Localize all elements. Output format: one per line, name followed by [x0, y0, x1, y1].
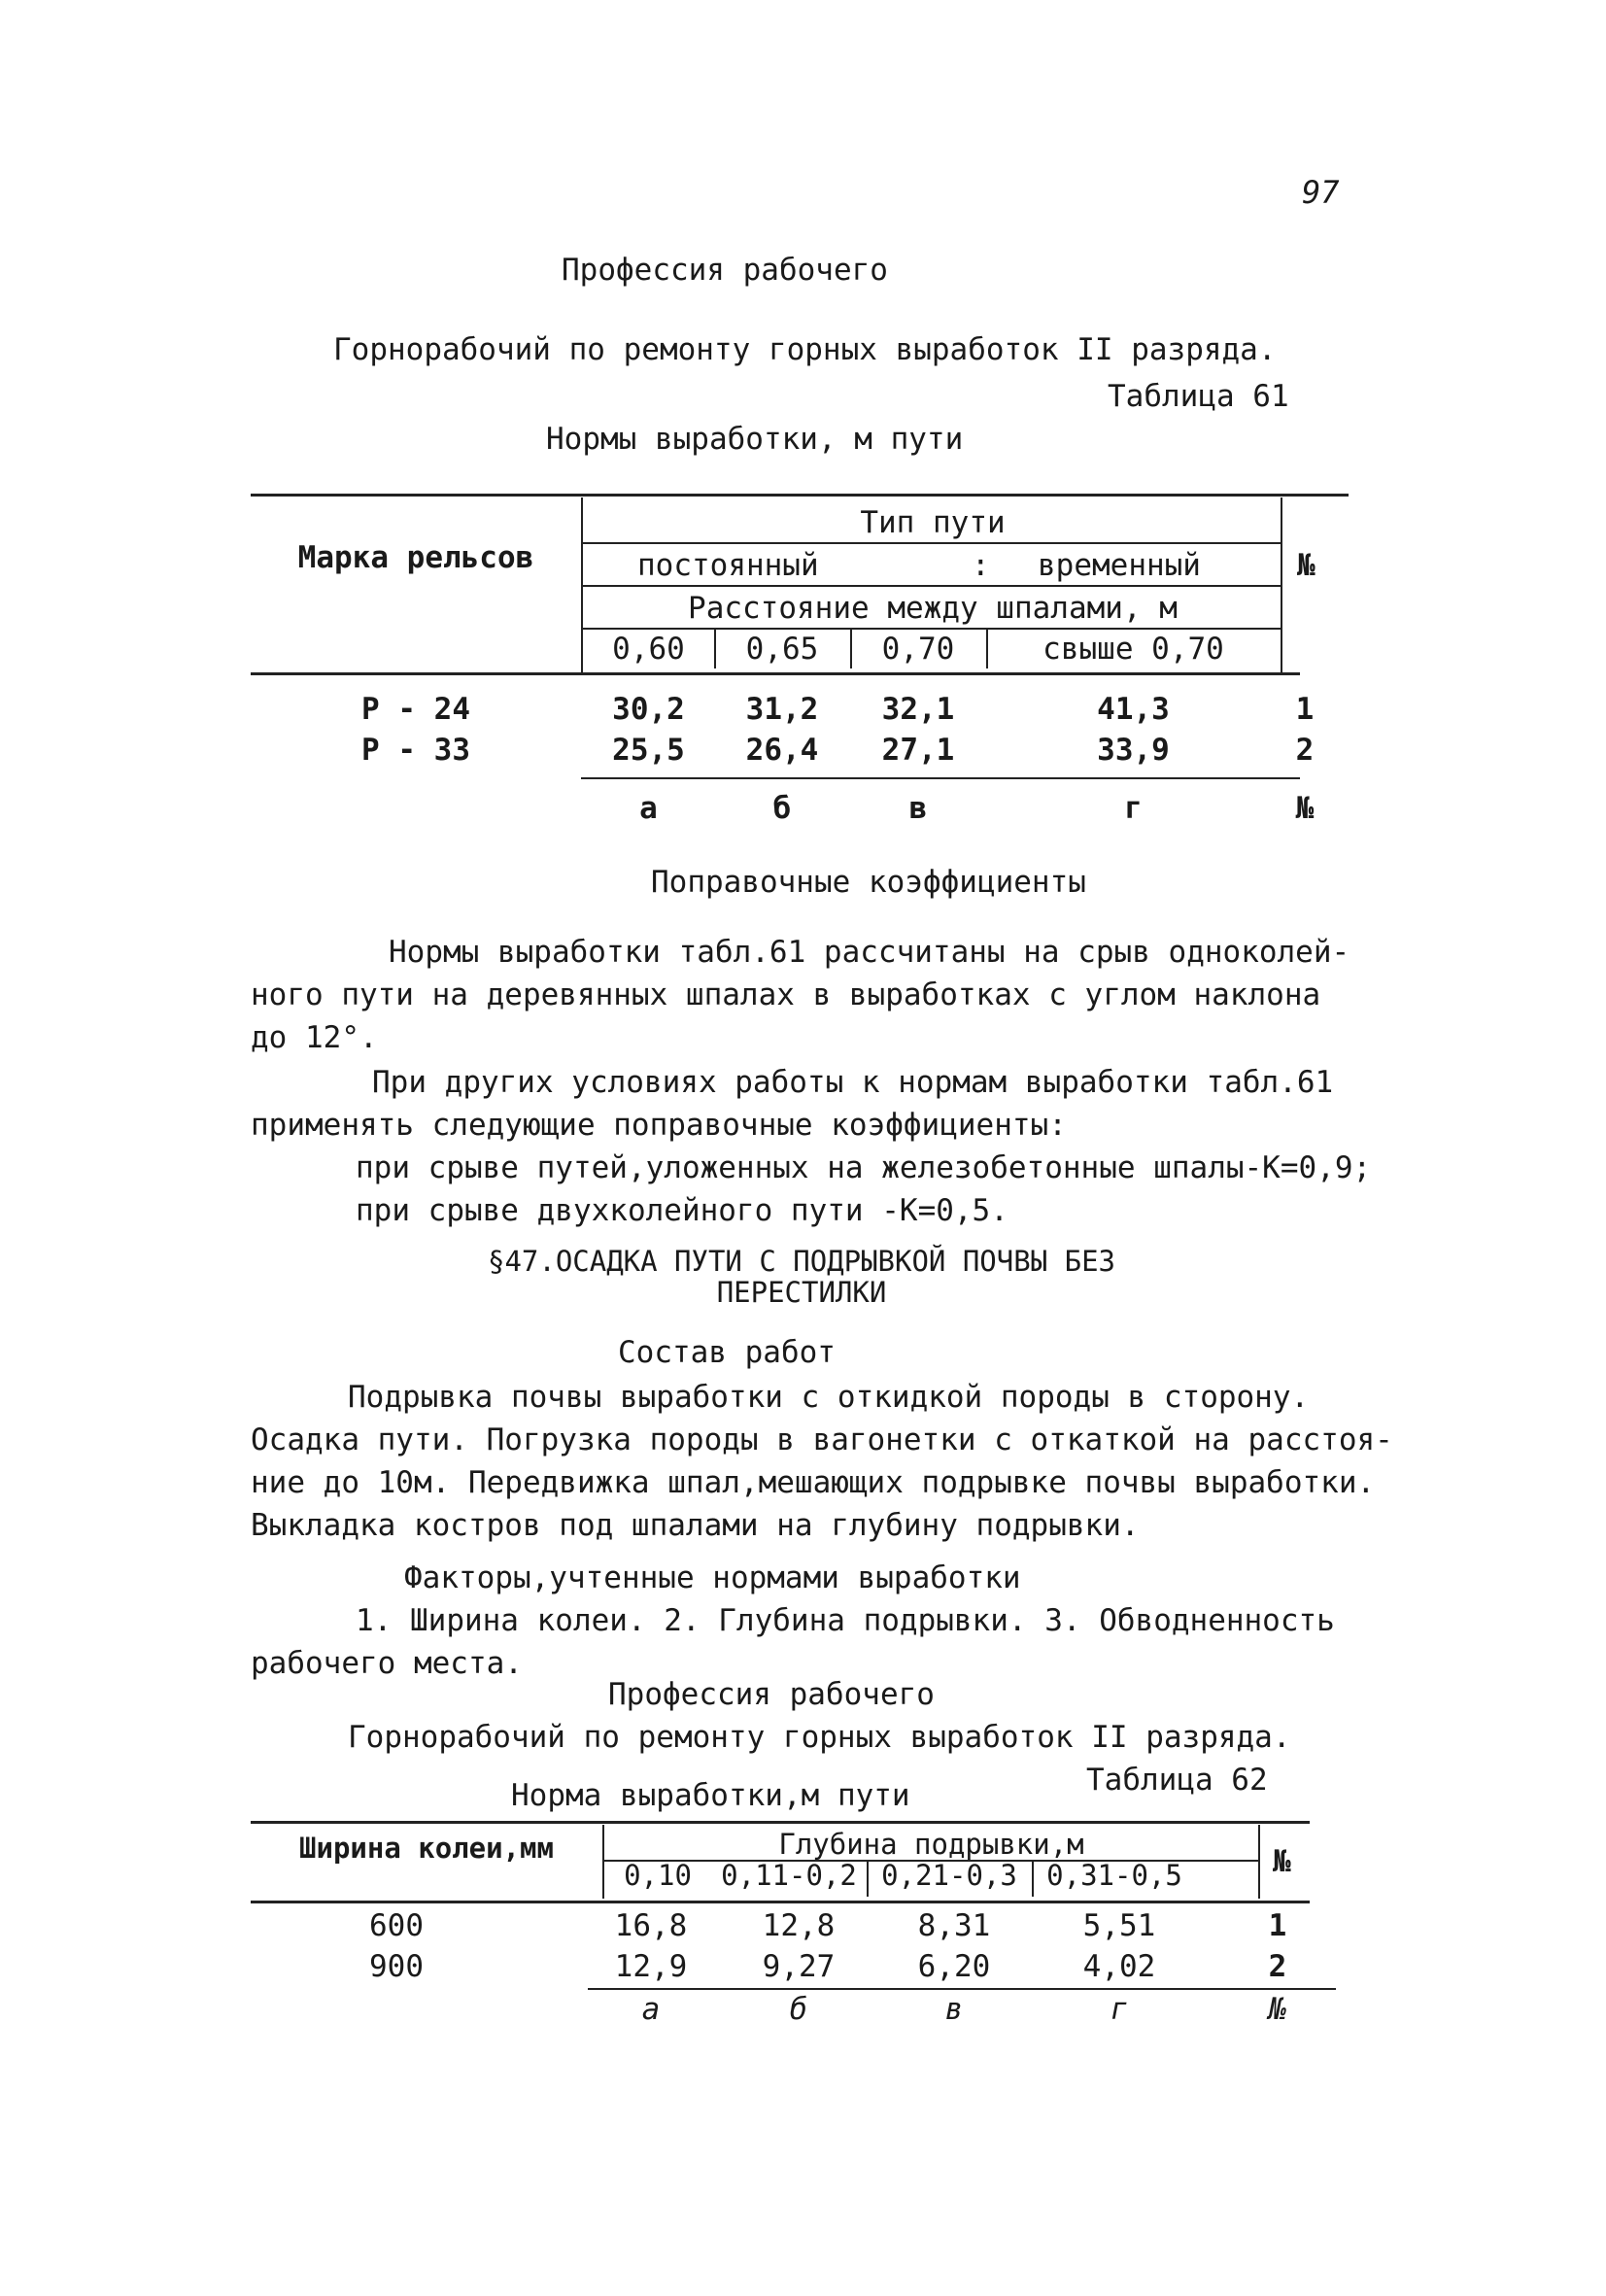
- no-header-2: №: [1273, 1844, 1291, 1879]
- footer-label: №: [1268, 1992, 1287, 2027]
- row-number: 2: [1268, 1949, 1287, 1984]
- factors-heading: Факторы,учтенные нормами выработки: [404, 1560, 1021, 1595]
- corrections-p2-line4: при срыве двухколейного пути -К=0,5.: [356, 1193, 1008, 1228]
- value-cell: 8,31: [917, 1908, 991, 1943]
- footer-label: г: [1110, 1992, 1129, 2027]
- type-header: Тип пути: [860, 505, 1006, 540]
- value-cell: 25,5: [612, 733, 685, 768]
- separator: :: [972, 548, 990, 583]
- subcol-1: 0,60: [612, 632, 685, 667]
- factors-line1: 1. Ширина колеи. 2. Глубина подрывки. 3. Обводненность: [356, 1603, 1335, 1638]
- section-title-line1: §47.ОСАДКА ПУТИ С ПОДРЫВКОЙ ПОЧВЫ БЕЗ: [487, 1245, 1115, 1278]
- value-cell: 5,51: [1082, 1908, 1156, 1943]
- subcol-3: 0,21-0,3: [881, 1859, 1017, 1892]
- value-cell: 16,8: [614, 1908, 688, 1943]
- corrections-p2-line1: При других условиях работы к нормам выработки табл.61: [372, 1065, 1334, 1100]
- composition-line4: Выкладка костров под шпалами на глубину подрывки.: [251, 1508, 1140, 1543]
- corrections-p1-line3: до 12°.: [251, 1020, 378, 1055]
- value-cell: 12,9: [614, 1949, 688, 1984]
- value-cell: 12,8: [762, 1908, 836, 1943]
- value-cell: 9,27: [762, 1949, 836, 1984]
- worker-description-2: Горнорабочий по ремонту горных выработок II разряда.: [348, 1720, 1291, 1755]
- subcol-1: 0,10: [624, 1859, 692, 1892]
- value-cell: 41,3: [1097, 692, 1170, 727]
- value-cell: 26,4: [745, 733, 819, 768]
- factors-line2: рабочего места.: [251, 1646, 523, 1681]
- width-cell: 600: [369, 1908, 424, 1943]
- value-cell: 30,2: [612, 692, 685, 727]
- page-number: 97: [1302, 174, 1340, 211]
- width-header: Ширина колеи,мм: [299, 1832, 554, 1865]
- profession-heading: Профессия рабочего: [562, 253, 888, 288]
- corrections-p1-line1: Нормы выработки табл.61 рассчитаны на срыв одноколей-: [389, 935, 1350, 970]
- temporary-header: временный: [1038, 548, 1201, 583]
- value-cell: 6,20: [917, 1949, 991, 1984]
- row-number: 2: [1295, 733, 1315, 768]
- value-cell: 4,02: [1082, 1949, 1156, 1984]
- distance-header: Расстояние между шпалами, м: [688, 591, 1178, 626]
- worker-description: Горнорабочий по ремонту горных выработок II разряда.: [333, 332, 1277, 367]
- table-label: Таблица 61: [1108, 379, 1289, 414]
- footer-label: б: [772, 791, 792, 826]
- value-cell: 32,1: [881, 692, 955, 727]
- subcol-2: 0,11-0,2: [721, 1859, 857, 1892]
- section-title-line2: ПЕРЕСТИЛКИ: [716, 1276, 887, 1309]
- rail-cell: Р - 33: [361, 733, 470, 768]
- depth-header: Глубина подрывки,м: [778, 1828, 1084, 1861]
- table-label-2: Таблица 62: [1086, 1763, 1268, 1798]
- composition-heading: Состав работ: [618, 1335, 836, 1370]
- table-title: Нормы выработки, м пути: [546, 422, 964, 457]
- composition-line1: Подрывка почвы выработки с откидкой породы в сторону.: [348, 1380, 1310, 1415]
- composition-line2: Осадка пути. Погрузка породы в вагонетки с откаткой на расстоя-: [251, 1422, 1393, 1457]
- value-cell: 27,1: [881, 733, 955, 768]
- width-cell: 900: [369, 1949, 424, 1984]
- composition-line3: ние до 10м. Передвижка шпал,мешающих подрывке почвы выработки.: [251, 1465, 1376, 1500]
- corrections-heading: Поправочные коэффициенты: [651, 865, 1086, 900]
- value-cell: 31,2: [745, 692, 819, 727]
- subcol-2: 0,65: [745, 632, 819, 667]
- corrections-p2-line2: применять следующие поправочные коэффициенты:: [251, 1108, 1067, 1143]
- footer-label: а: [641, 1992, 661, 2027]
- value-cell: 33,9: [1097, 733, 1170, 768]
- corrections-p2-line3: при срыве путей,уложенных на железобетонные шпалы-К=0,9;: [356, 1150, 1372, 1185]
- footer-label: в: [908, 791, 928, 826]
- table-title-2: Норма выработки,м пути: [511, 1778, 910, 1813]
- no-header: №: [1297, 548, 1316, 583]
- row-number: 1: [1268, 1908, 1287, 1943]
- subcol-4: 0,31-0,5: [1046, 1859, 1182, 1892]
- rail-cell: Р - 24: [361, 692, 470, 727]
- footer-label: №: [1295, 791, 1315, 826]
- footer-label: в: [944, 1992, 964, 2027]
- footer-label: г: [1124, 791, 1143, 826]
- subcol-3: 0,70: [881, 632, 955, 667]
- row-number: 1: [1295, 692, 1315, 727]
- corrections-p1-line2: ного пути на деревянных шпалах в выработках с углом наклона: [251, 977, 1321, 1012]
- rail-header: Марка рельсов: [297, 540, 534, 575]
- profession-heading-2: Профессия рабочего: [608, 1677, 935, 1712]
- footer-label: б: [789, 1992, 808, 2027]
- subcol-4: свыше 0,70: [1042, 632, 1224, 667]
- footer-label: а: [639, 791, 658, 826]
- permanent-header: постоянный: [637, 548, 819, 583]
